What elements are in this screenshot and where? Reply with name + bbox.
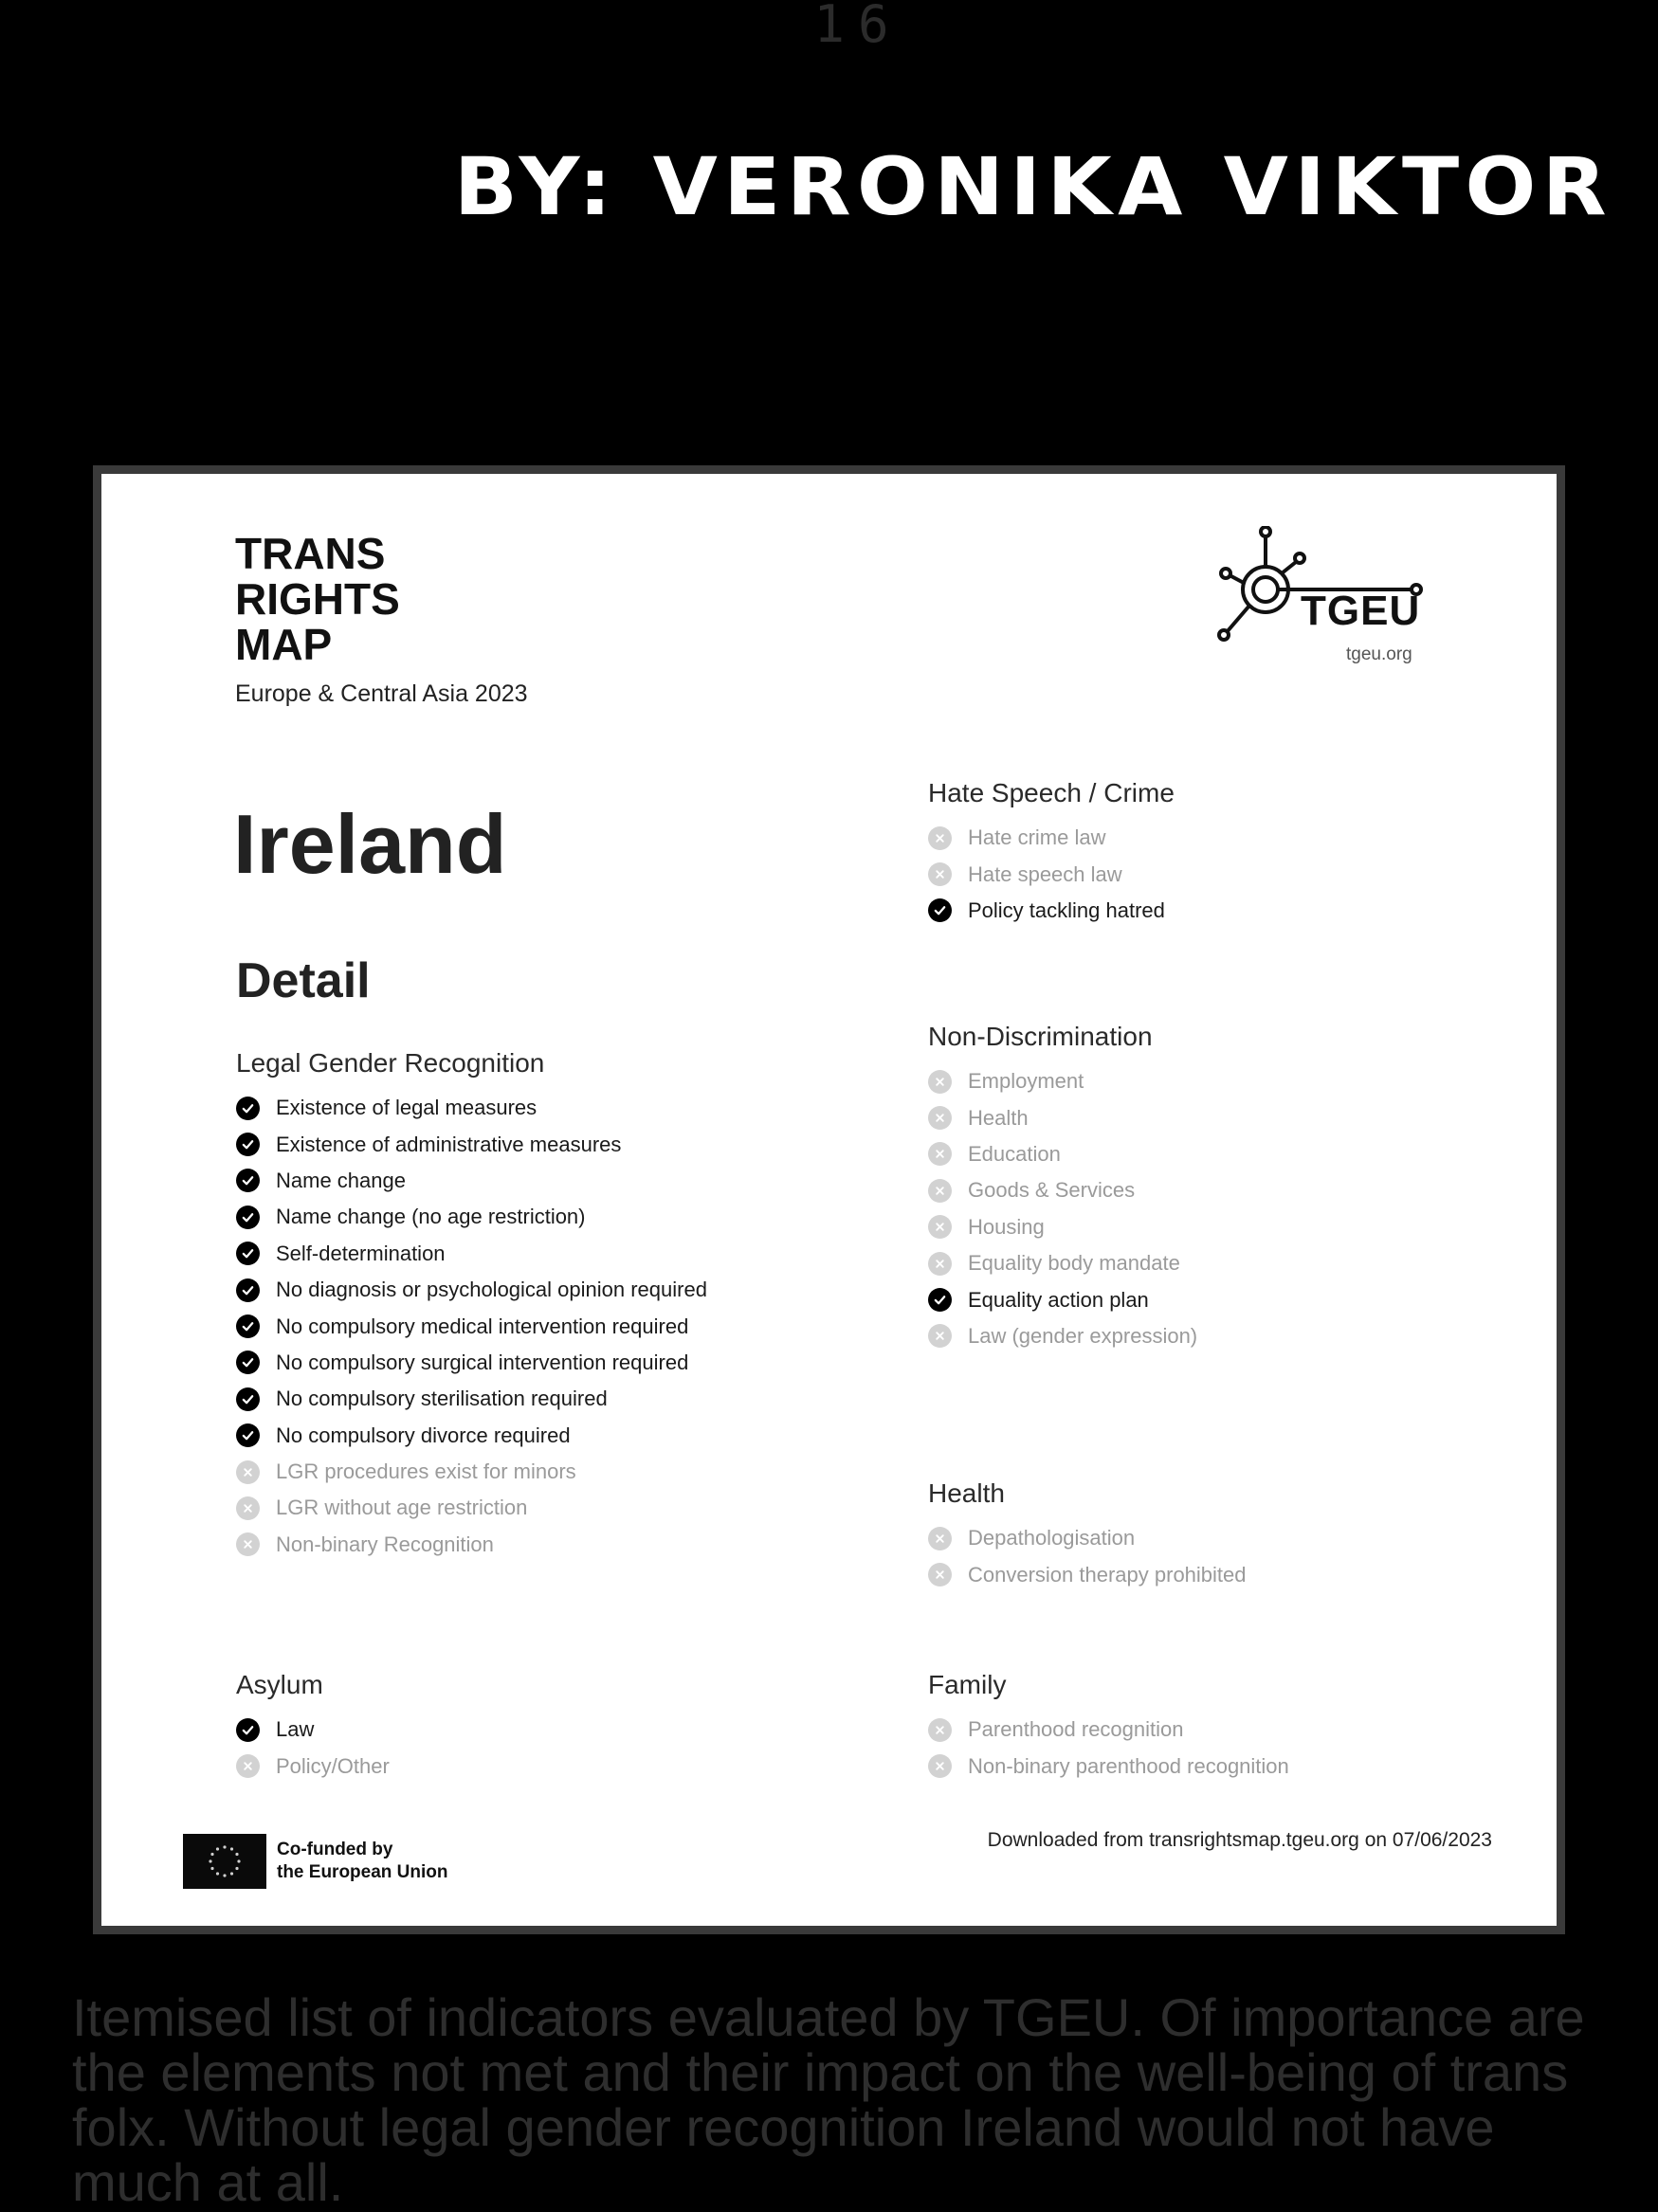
- country-name: Ireland: [233, 797, 507, 891]
- indicator-label: Hate crime law: [968, 825, 1106, 850]
- indicator-item: [236, 1199, 707, 1235]
- indicator-label: Equality action plan: [968, 1287, 1149, 1312]
- check-circle-icon: [236, 1387, 260, 1411]
- cross-circle-icon: [928, 1142, 952, 1166]
- section-hate-speech-crime: [928, 778, 1175, 929]
- indicator-item: [236, 1126, 707, 1162]
- section-family: [928, 1670, 1289, 1785]
- check-circle-icon: [236, 1278, 260, 1302]
- eu-text-line: the European Union: [277, 1862, 448, 1882]
- indicator-item: [236, 1236, 707, 1272]
- brand-title: [235, 531, 400, 667]
- indicator-label: No compulsory surgical intervention required: [276, 1350, 689, 1374]
- indicator-item: [236, 1163, 707, 1199]
- section-title: Health: [928, 1478, 1005, 1508]
- eu-cofunding: [183, 1834, 448, 1889]
- check-circle-icon: [236, 1097, 260, 1120]
- indicator-item: [236, 1272, 707, 1308]
- indicator-label: Existence of administrative measures: [276, 1132, 622, 1156]
- logo-url: tgeu.org: [1346, 644, 1412, 664]
- section-title: Legal Gender Recognition: [236, 1048, 545, 1078]
- check-circle-icon: [236, 1315, 260, 1338]
- indicator-item: [928, 1209, 1197, 1245]
- indicator-item: [236, 1345, 707, 1381]
- indicator-item: [928, 856, 1175, 892]
- cross-circle-icon: [928, 826, 952, 850]
- indicator-label: Non-binary Recognition: [276, 1532, 494, 1556]
- indicator-label: Name change (no age restriction): [276, 1205, 586, 1229]
- indicator-item: [928, 1520, 1247, 1556]
- brand-subtitle: Europe & Central Asia 2023: [235, 680, 528, 707]
- check-circle-icon: [928, 898, 952, 922]
- check-circle-icon: [236, 1718, 260, 1742]
- eu-text-line: Co-funded by: [277, 1840, 393, 1859]
- indicator-item: [928, 1063, 1197, 1099]
- section-legal-gender-recognition: [236, 1048, 707, 1563]
- section-title: Family: [928, 1670, 1007, 1699]
- indicator-label: Law: [276, 1717, 315, 1742]
- cross-circle-icon: [928, 1106, 952, 1130]
- cross-circle-icon: [928, 1324, 952, 1348]
- indicator-label: Existence of legal measures: [276, 1096, 537, 1120]
- indicator-label: Conversion therapy prohibited: [968, 1562, 1247, 1586]
- indicator-label: Non-binary parenthood recognition: [968, 1753, 1289, 1778]
- section-title: Non-Discrimination: [928, 1022, 1153, 1051]
- cross-circle-icon: [928, 1527, 952, 1550]
- cross-circle-icon: [928, 1215, 952, 1239]
- indicator-label: Equality body mandate: [968, 1251, 1180, 1276]
- indicator-item: [236, 1308, 707, 1344]
- check-circle-icon: [236, 1351, 260, 1374]
- cross-circle-icon: [928, 862, 952, 886]
- indicator-item: [928, 1712, 1289, 1748]
- indicator-item: [236, 1381, 707, 1417]
- section-non-discrimination: [928, 1022, 1197, 1354]
- indicator-label: Hate speech law: [968, 861, 1122, 886]
- cross-circle-icon: [928, 1563, 952, 1586]
- indicator-item: [928, 1172, 1197, 1208]
- cross-circle-icon: [928, 1070, 952, 1094]
- indicator-label: No compulsory medical intervention required: [276, 1314, 689, 1338]
- check-circle-icon: [236, 1169, 260, 1192]
- check-circle-icon: [236, 1133, 260, 1156]
- indicator-label: Housing: [968, 1214, 1045, 1239]
- indicator-label: No compulsory divorce required: [276, 1423, 571, 1447]
- indicator-item: [236, 1527, 707, 1563]
- indicator-item: [928, 893, 1175, 929]
- cross-circle-icon: [236, 1754, 260, 1778]
- indicator-item: [236, 1454, 707, 1490]
- check-circle-icon: [236, 1423, 260, 1447]
- indicator-item: [928, 1556, 1247, 1592]
- indicator-label: LGR without age restriction: [276, 1496, 528, 1520]
- check-circle-icon: [236, 1206, 260, 1229]
- indicator-item: [236, 1490, 707, 1526]
- indicator-label: Education: [968, 1141, 1061, 1166]
- indicator-label: Name change: [276, 1168, 406, 1192]
- cross-circle-icon: [928, 1718, 952, 1742]
- section-title: Asylum: [236, 1670, 323, 1699]
- caption: Itemised list of indicators evaluated by TGEU. Of importance are the elements not met and their impact on the well-being of trans folx. Without legal gender recognition Ireland would not have much at all.: [72, 1987, 1585, 2212]
- page-number: 16: [813, 0, 902, 54]
- brand-line: MAP: [235, 620, 333, 669]
- trans-rights-map-card: [101, 474, 1557, 1926]
- eu-flag-icon: [183, 1834, 266, 1889]
- indicator-item: [236, 1748, 390, 1784]
- cross-circle-icon: [928, 1179, 952, 1203]
- indicator-item: [236, 1418, 707, 1454]
- indicator-item: [928, 1318, 1197, 1354]
- cross-circle-icon: [236, 1532, 260, 1556]
- section-asylum: [236, 1670, 390, 1785]
- byline: BY: VERONIKA VIKTOR: [453, 140, 1612, 233]
- detail-heading: Detail: [236, 953, 371, 1008]
- downloaded-note: Downloaded from transrightsmap.tgeu.org on 07/06/2023: [987, 1829, 1492, 1851]
- check-circle-icon: [928, 1288, 952, 1312]
- indicator-item: [236, 1090, 707, 1126]
- indicator-label: Law (gender expression): [968, 1323, 1198, 1348]
- indicator-item: [236, 1712, 390, 1748]
- cross-circle-icon: [928, 1754, 952, 1778]
- indicator-label: LGR procedures exist for minors: [276, 1460, 576, 1484]
- indicator-label: No compulsory sterilisation required: [276, 1387, 608, 1411]
- indicator-label: Depathologisation: [968, 1526, 1136, 1550]
- indicator-label: Parenthood recognition: [968, 1717, 1184, 1742]
- check-circle-icon: [236, 1242, 260, 1265]
- indicator-label: Health: [968, 1105, 1029, 1130]
- indicator-label: Self-determination: [276, 1241, 446, 1265]
- indicator-item: [928, 1136, 1197, 1172]
- indicator-label: Employment: [968, 1069, 1084, 1094]
- cross-circle-icon: [928, 1252, 952, 1276]
- indicator-label: No diagnosis or psychological opinion required: [276, 1278, 707, 1302]
- section-health: [928, 1478, 1247, 1593]
- indicator-label: Policy tackling hatred: [968, 897, 1165, 922]
- cross-circle-icon: [236, 1496, 260, 1520]
- indicator-item: [928, 1245, 1197, 1281]
- section-title: Hate Speech / Crime: [928, 778, 1175, 807]
- logo-text: TGEU: [1301, 588, 1421, 634]
- brand-line: TRANS: [235, 529, 386, 578]
- indicator-item: [928, 1099, 1197, 1135]
- indicator-item: [928, 820, 1175, 856]
- indicator-label: Policy/Other: [276, 1753, 390, 1778]
- indicator-item: [928, 1281, 1197, 1317]
- brand-line: RIGHTS: [235, 574, 400, 624]
- indicator-item: [928, 1748, 1289, 1784]
- indicator-label: Goods & Services: [968, 1178, 1136, 1203]
- cross-circle-icon: [236, 1460, 260, 1484]
